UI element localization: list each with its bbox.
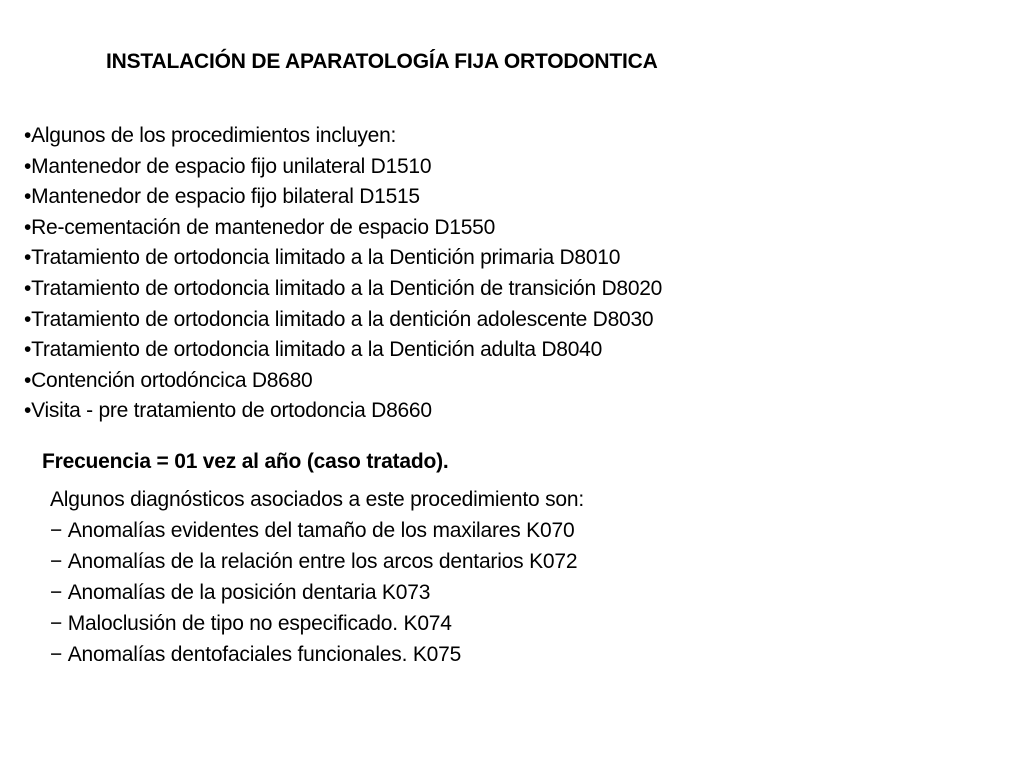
diagnosis-item: − Anomalías evidentes del tamaño de los maxilares K070	[50, 515, 577, 546]
procedure-item: • Tratamiento de ortodoncia limitado a la Dentición adulta D8040	[24, 335, 662, 366]
procedures-list	[24, 121, 662, 427]
procedure-item: • Re-cementación de mantenedor de espacio D1550	[24, 213, 662, 244]
procedure-item: • Visita - pre tratamiento de ortodoncia D8660	[24, 396, 662, 427]
diagnoses-list	[50, 515, 577, 670]
diagnosis-item: − Anomalías de la posición dentaria K073	[50, 577, 577, 608]
diagnosis-item: − Anomalías de la relación entre los arcos dentarios K072	[50, 546, 577, 577]
diagnoses-intro: Algunos diagnósticos asociados a este procedimiento son:	[50, 488, 584, 511]
procedure-item: • Tratamiento de ortodoncia limitado a la dentición adolescente D8030	[24, 305, 662, 336]
procedure-item: • Mantenedor de espacio fijo bilateral D1515	[24, 182, 662, 213]
procedure-item: • Algunos de los procedimientos incluyen:	[24, 121, 662, 152]
page-title: INSTALACIÓN DE APARATOLOGÍA FIJA ORTODONTICA	[106, 50, 658, 73]
procedure-item: • Tratamiento de ortodoncia limitado a la Dentición de transición D8020	[24, 274, 662, 305]
frequency-note: Frecuencia = 01 vez al año (caso tratado).	[42, 450, 449, 473]
procedure-item: • Mantenedor de espacio fijo unilateral D1510	[24, 152, 662, 183]
diagnosis-item: − Anomalías dentofaciales funcionales. K075	[50, 639, 577, 670]
diagnosis-item: − Maloclusión de tipo no especificado. K074	[50, 608, 577, 639]
procedure-item: • Contención ortodóncica D8680	[24, 366, 662, 397]
procedure-item: • Tratamiento de ortodoncia limitado a la Dentición primaria D8010	[24, 243, 662, 274]
